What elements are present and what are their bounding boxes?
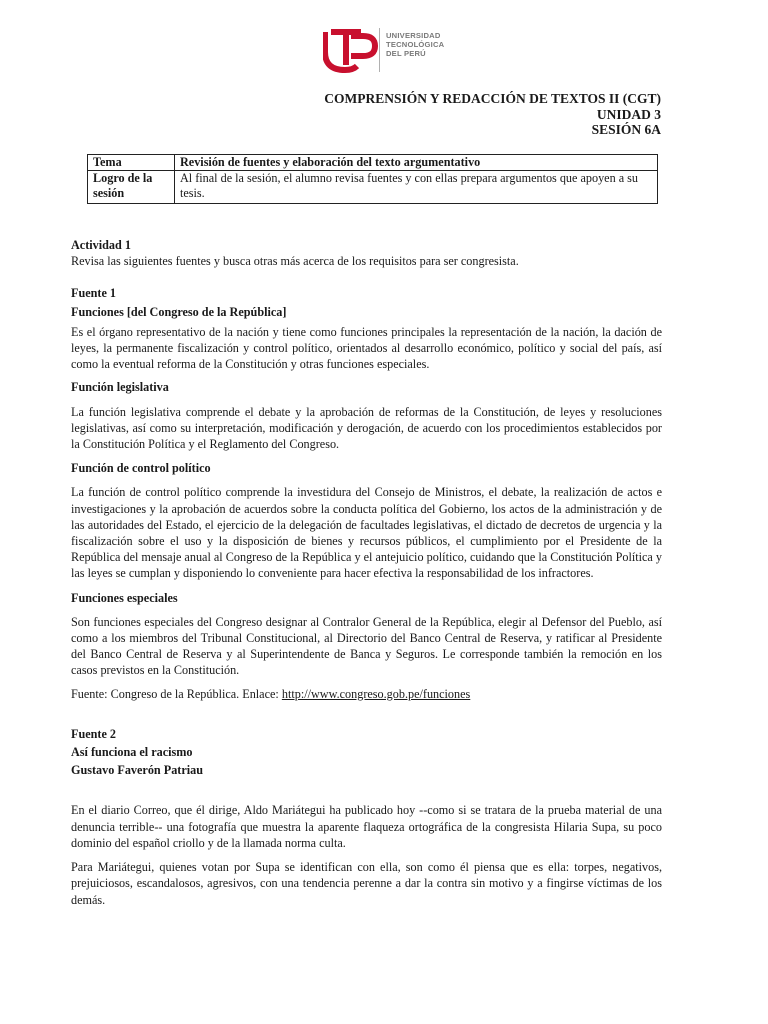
source2-label: Fuente 2 (71, 726, 117, 741)
document-body (71, 237, 662, 908)
special-text: Son funciones especiales del Congreso designar al Contralor General de la República, elegir al Defensor del Pueblo, así como a los miembros del Tribunal Constitucional, al Directorio del Banco Central de Reserva, y ratificar al Presidente del Banco Central de Reserva y al Superintendente de Banca y Seguros. Le corresponde también la remoción en los casos previstos en la Constitución. (71, 614, 662, 678)
logo-wordmark (386, 31, 444, 59)
source2-paragraph-1: En el diario Correo, que él dirige, Aldo Mariátegui ha publicado hoy --como si se tratara de la prueba material de una denuncia terrible-- una fotografía que muestra la aparente flaqueza ortográfica de la congresista Hilaria Supa, su poco dominio del español criollo y de la llamada norma culta. (71, 803, 662, 850)
logo-line-3: DEL PERÚ (386, 49, 426, 59)
table-row (88, 171, 658, 204)
table-label-goal: Logro de la sesión (88, 171, 175, 204)
legislative-text: La función legislativa comprende el debate y la aprobación de reformas de la Constitución, de leyes y resoluciones legislativas, así como su interpretación, modificación y derogación, de acuerdo con los procedimientos establecidos por la Constitución Política y el Reglamento del Congreso. (71, 404, 662, 452)
utp-logo (323, 26, 455, 76)
source1-label: Fuente 1 (71, 286, 117, 301)
table-value-topic: Revisión de fuentes y elaboración del texto argumentativo (175, 155, 658, 171)
source1-title: Funciones [del Congreso de la República] (71, 304, 287, 319)
source1-intro: Es el órgano representativo de la nación y tiene como funciones principales la representación de la nación, la dación de leyes, la permanente fiscalización y control político, orientados al desarrollo económico, político y social del país, así como la eventual reforma de la Constitución y otras funciones especiales. (71, 324, 662, 372)
session-title: SESIÓN 6A (591, 122, 661, 137)
logo-line-1: UNIVERSIDAD (386, 31, 441, 40)
course-header (324, 91, 661, 138)
control-heading: Función de control político (71, 461, 211, 476)
citation-prefix: Fuente: Congreso de la República. Enlace: (71, 686, 282, 701)
special-heading: Funciones especiales (71, 590, 178, 605)
source2-title: Así funciona el racismo (71, 745, 193, 760)
control-text: La función de control político comprende la investidura del Consejo de Ministros, el debate, la realización de actos e investigaciones y la aprobación de acuerdos sobre la conducta política del Gobierno, los actos de la administración y de las autoridades del Estado, el ejercicio de la delegación de facultades legislativas, el dictado de decretos de urgencia y la fiscalización sobre el uso y la disposición de bienes y recursos públicos, el cumplimiento por el Presidente de la República del mensaje anual al Congreso de la República y el antejuicio político, cuidando que la Constitución Política y las leyes se cumplan y disponiendo lo conveniente para hacer efectiva la responsabilidad de los infractores. (71, 485, 662, 581)
logo-line-2: TECNOLÓGICA (386, 40, 445, 50)
session-info-table (87, 154, 658, 204)
utp-logo-mark-icon (323, 26, 383, 76)
legislative-heading: Función legislativa (71, 380, 169, 395)
table-label-topic: Tema (88, 155, 175, 171)
table-value-goal: Al final de la sesión, el alumno revisa fuentes y con ellas prepara argumentos que apoyen a su tesis. (175, 171, 658, 204)
congreso-link[interactable]: http://www.congreso.gob.pe/funciones (281, 686, 471, 701)
table-row (88, 155, 658, 171)
course-title: COMPRENSIÓN Y REDACCIÓN DE TEXTOS II (CGT) (324, 91, 661, 106)
activity-title: Actividad 1 (71, 238, 131, 252)
source2-paragraph-2: Para Mariátegui, quienes votan por Supa se identifican con ella, son como él piensa que es ella: torpes, negativos, prejuiciosos, escandalosos, agresivos, con una tendencia perenne a dar la contra sin motivo y a fingirse víctimas de los demás. (71, 860, 662, 907)
source2-author: Gustavo Faverón Patriau (71, 763, 204, 778)
source1-citation (71, 686, 662, 702)
activity-instruction: Revisa las siguientes fuentes y busca otras más acerca de los requisitos para ser congresista. (71, 254, 519, 269)
unit-title: UNIDAD 3 (596, 106, 661, 122)
